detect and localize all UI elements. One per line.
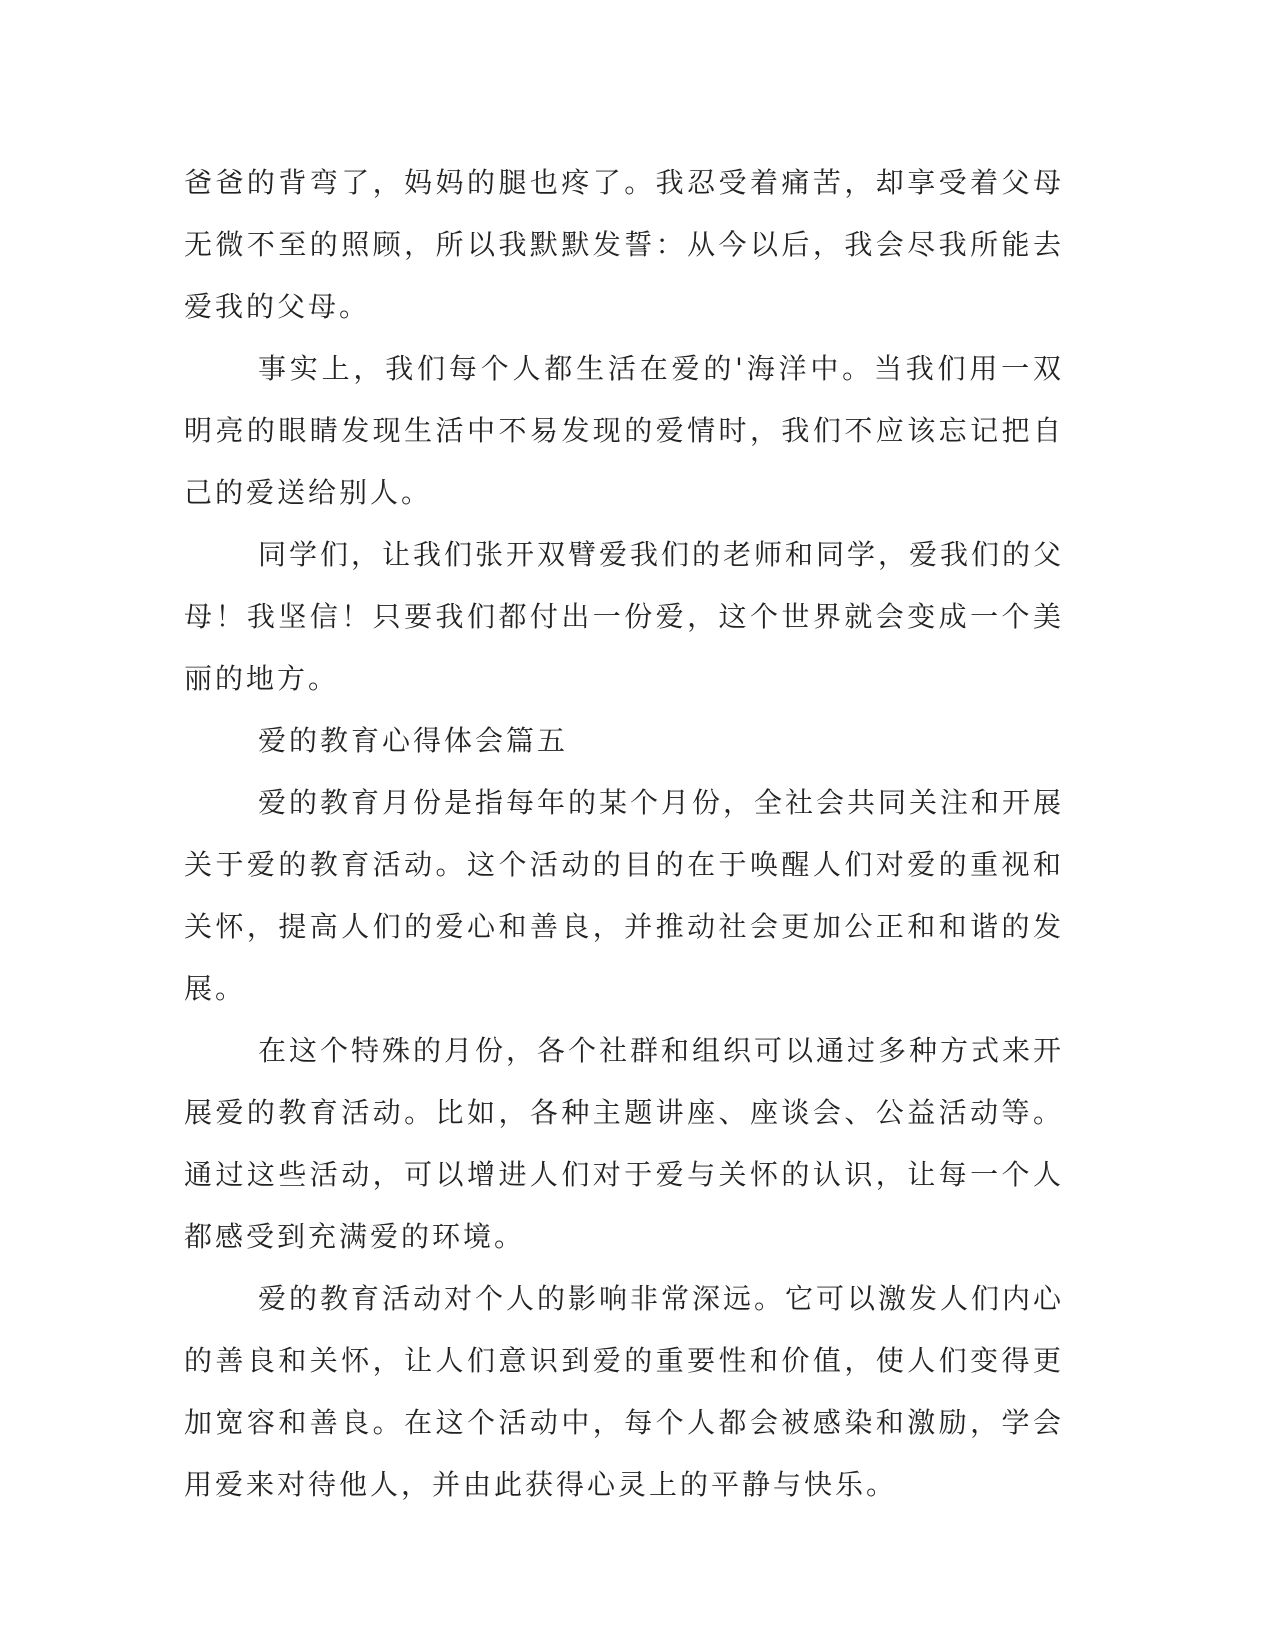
paragraph-classmates-appeal: 同学们，让我们张开双臂爱我们的老师和同学，爱我们的父母！我坚信！只要我们都付出一份爱，这个世界就会变成一个美丽的地方。 (184, 538, 1065, 695)
paragraph-education-month: 爱的教育月份是指每年的某个月份，全社会共同关注和开展关于爱的教育活动。这个活动的目的在于唤醒人们对爱的重视和关怀，提高人们的爱心和善良，并推动社会更加公正和和谐的发展。 (184, 786, 1065, 1005)
paragraph-ocean-of-love: 事实上，我们每个人都生活在爱的'海洋中。当我们用一双明亮的眼睛发现生活中不易发现的爱情时，我们不应该忘记把自己的爱送给别人。 (184, 352, 1064, 509)
section-heading: 爱的教育心得体会篇五 (258, 724, 569, 757)
paragraph-community-activities: 在这个特殊的月份，各个社群和组织可以通过多种方式来开展爱的教育活动。比如，各种主题讲座、座谈会、公益活动等。通过这些活动，可以增进人们对于爱与关怀的认识，让每一个人都感受到充满爱的环境。 (184, 1034, 1065, 1253)
document-body (184, 152, 1064, 1516)
paragraph-parents-care: 爸爸的背弯了，妈妈的腿也疼了。我忍受着痛苦，却享受着父母无微不至的照顾，所以我默默发誓：从今以后，我会尽我所能去爱我的父母。 (184, 166, 1064, 323)
paragraph-personal-impact: 爱的教育活动对个人的影响非常深远。它可以激发人们内心的善良和关怀，让人们意识到爱的重要性和价值，使人们变得更加宽容和善良。在这个活动中，每个人都会被感染和激励，学会用爱来对待他人，并由此获得心灵上的平静与快乐。 (184, 1282, 1065, 1501)
